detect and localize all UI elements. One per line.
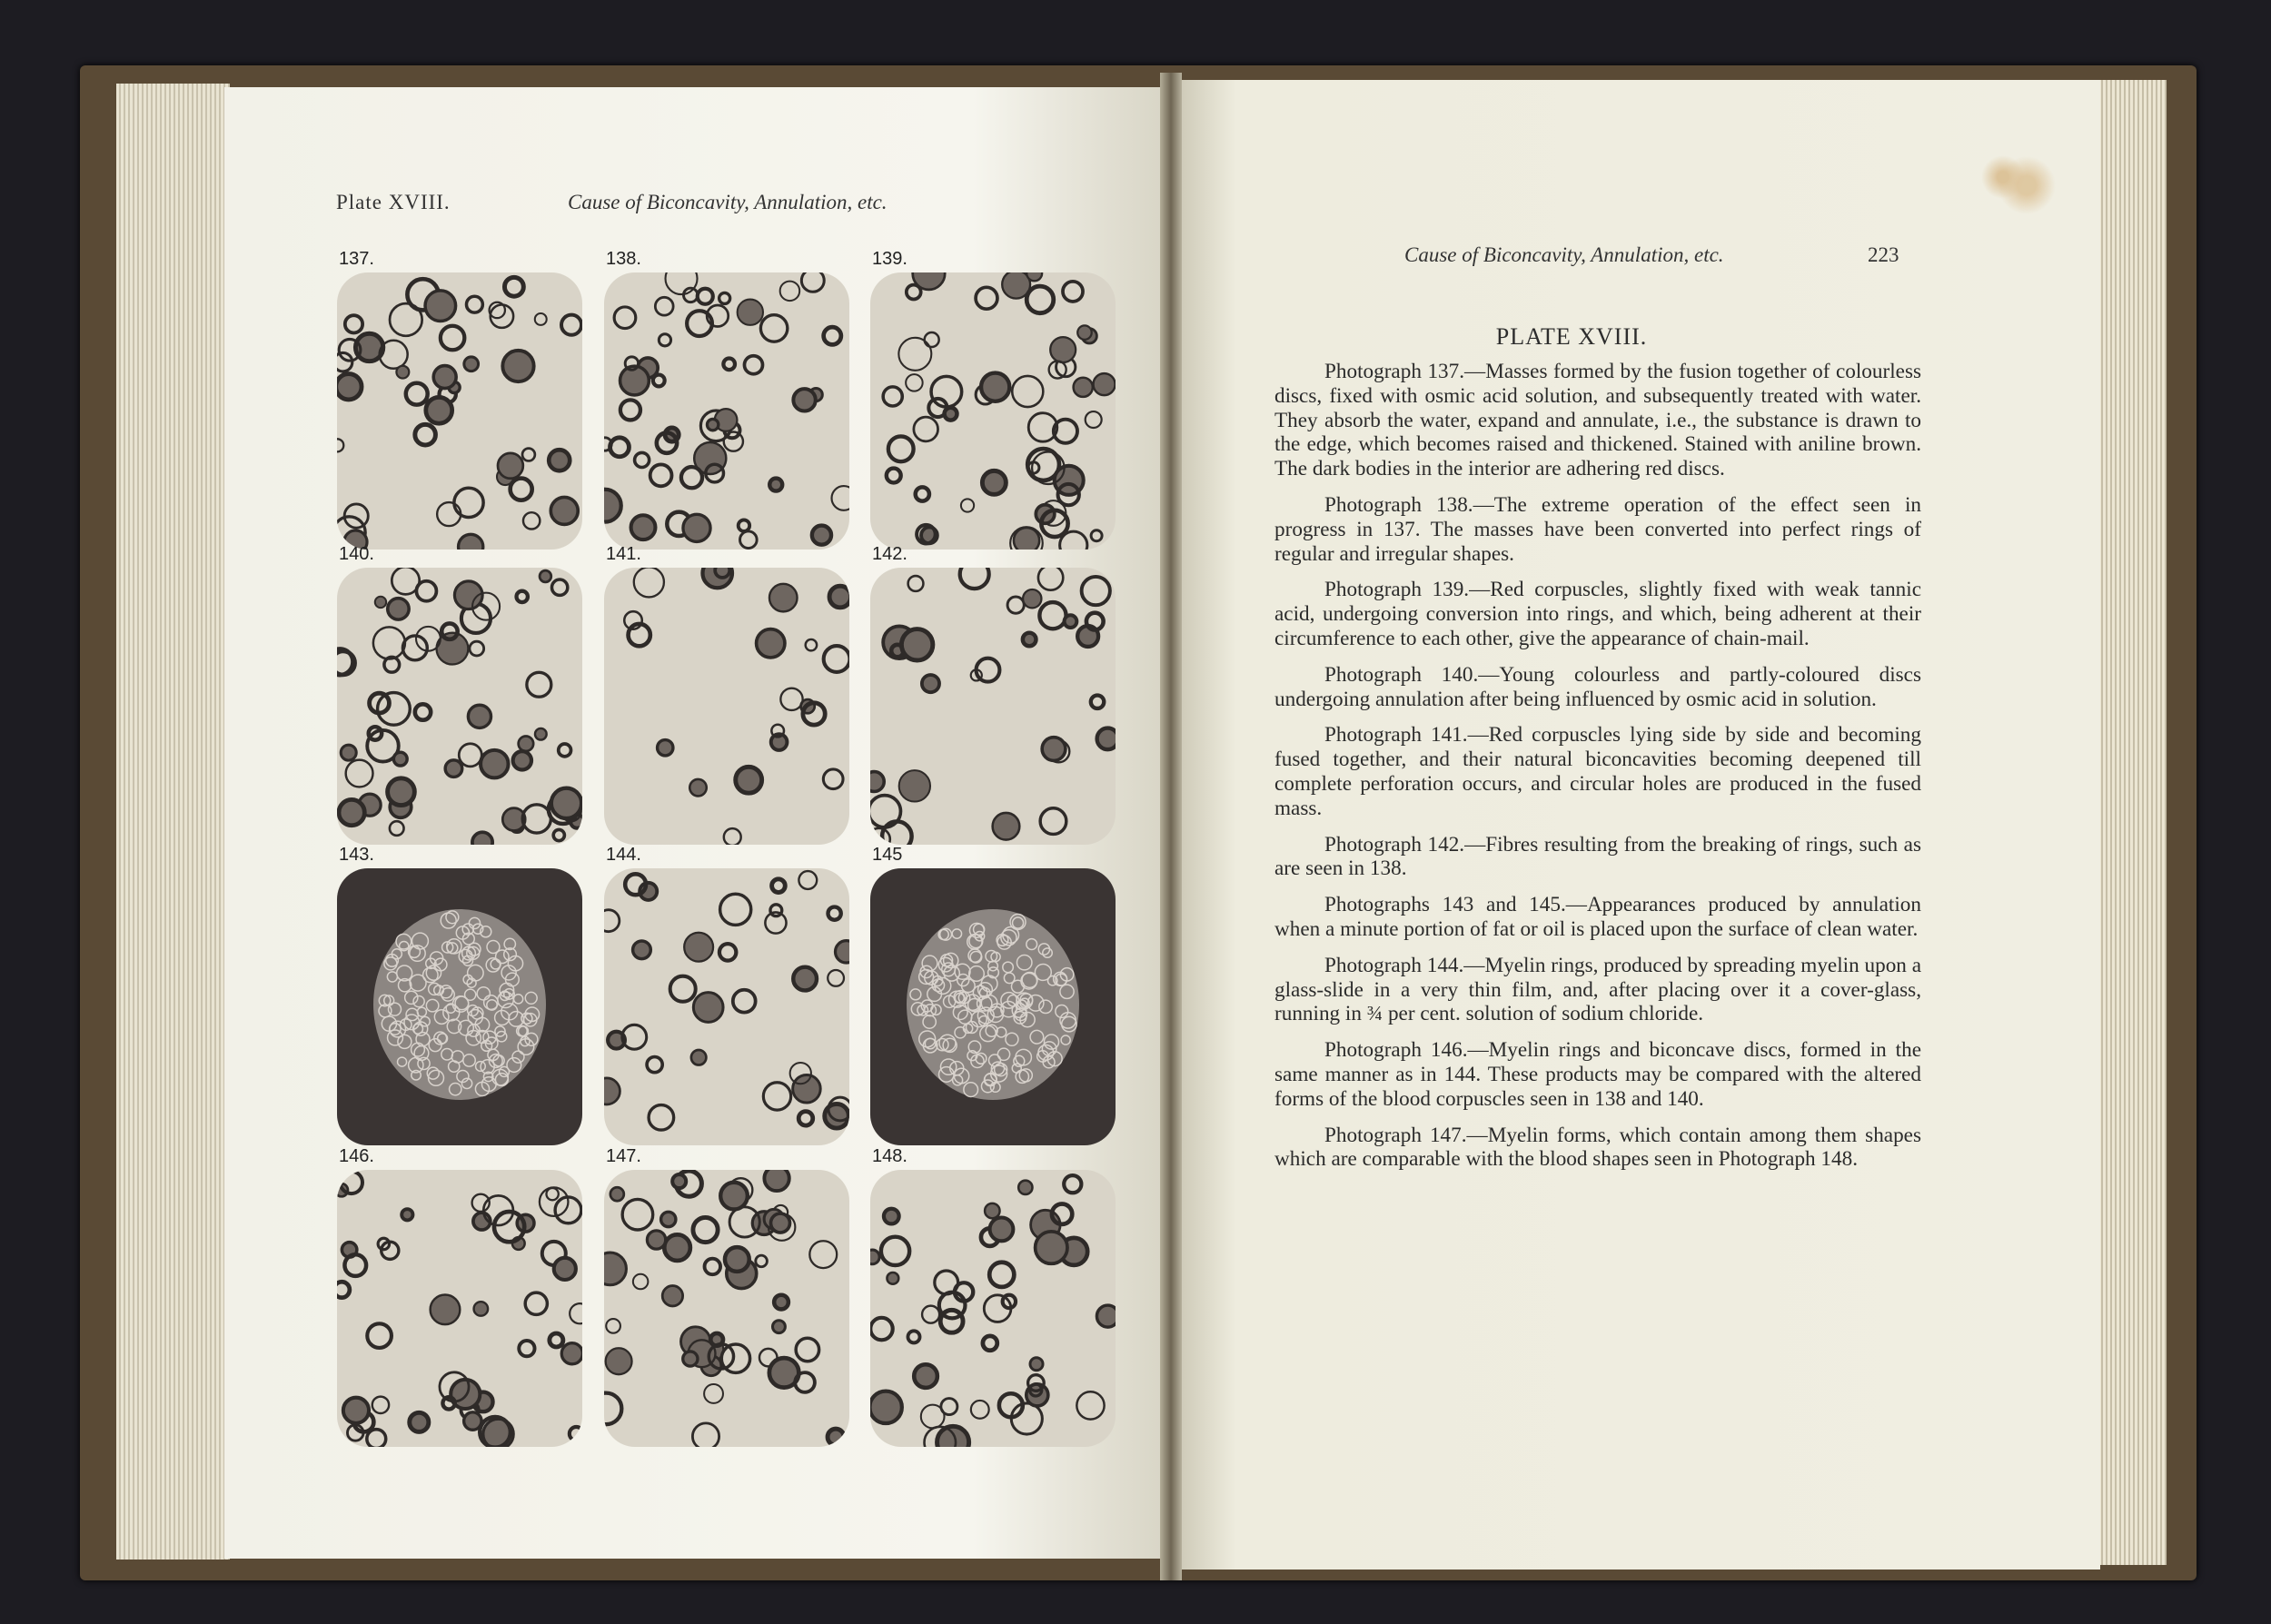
- book-gutter: [1160, 73, 1182, 1580]
- photo-label: 142.: [872, 544, 907, 564]
- micrograph-photo: [870, 868, 1116, 1145]
- plate-heading: PLATE XVIII.: [1495, 323, 1648, 350]
- foxing-stain: [1944, 136, 2062, 218]
- running-head-plate: Plate XVIII.: [336, 191, 451, 213]
- photo-label: 141.: [606, 544, 641, 564]
- paragraph-144: Photograph 144.—Myelin rings, produced by spreading myelin upon a glass-slide in a very thin film, and, after placing over it a cover-glass, running in ¾ per cent. solution of sodium chloride.: [1274, 953, 1921, 1026]
- running-head-title-right: Cause of Biconcavity, Annulation, etc.: [1404, 243, 1724, 266]
- paragraph-142: Photograph 142.—Fibres resulting from the breaking of rings, such as are seen in 138.: [1274, 832, 1921, 881]
- page-number: 223: [1868, 243, 1899, 266]
- photo-label: 145: [872, 845, 903, 865]
- paragraph-143-145: Photographs 143 and 145.—Appearances produced by annulation when a minute portion of fat or oil is placed upon the surface of clean water.: [1274, 893, 1921, 941]
- photo-label: 144.: [606, 845, 641, 865]
- micrograph-photo: [337, 868, 582, 1145]
- plate-description-text: [1274, 360, 1921, 1183]
- photo-label: 138.: [606, 249, 641, 269]
- micrograph-photo: [337, 272, 582, 550]
- photo-label: 147.: [606, 1146, 641, 1166]
- page-edges-right: [2094, 80, 2167, 1565]
- paragraph-137: Photograph 137.—Masses formed by the fusion together of colourless discs, fixed with osmic acid solution, and subsequently treated with water. They absorb the water, expand and annulate, i.e., the substance is drawn to the edge, which becomes raised and thickened. Stained with aniline brown. The dark bodies in the interior are adhering red discs.: [1274, 360, 1921, 481]
- micrograph-photo: [604, 568, 849, 845]
- micrograph-photo: [337, 568, 582, 845]
- paragraph-147: Photograph 147.—Myelin forms, which contain among them shapes which are comparable with the blood shapes seen in Photograph 148.: [1274, 1123, 1921, 1172]
- micrograph-photo: [604, 1170, 849, 1447]
- micrograph-photo: [604, 868, 849, 1145]
- micrograph-photo: [870, 568, 1116, 845]
- micrograph-photo: [337, 1170, 582, 1447]
- micrograph-photo: [870, 272, 1116, 550]
- paragraph-138: Photograph 138.—The extreme operation of the effect seen in progress in 137. The masses have been converted into perfect rings of regular and irregular shapes.: [1274, 492, 1921, 566]
- photo-label: 146.: [339, 1146, 374, 1166]
- paragraph-141: Photograph 141.—Red corpuscles lying side by side and becoming fused together, and their natural biconcavities becoming deepened till complete perforation occurs, and circular holes are produced in the fused mass.: [1274, 723, 1921, 820]
- photo-label: 140.: [339, 544, 374, 564]
- photo-label: 139.: [872, 249, 907, 269]
- page-edges-left: [116, 84, 230, 1560]
- photo-label: 143.: [339, 845, 374, 865]
- photo-label: 148.: [872, 1146, 907, 1166]
- paragraph-139: Photograph 139.—Red corpuscles, slightly fixed with weak tannic acid, undergoing conversion into rings, and which, being adherent at their circumference to each other, give the appearance of chain-mail.: [1274, 578, 1921, 650]
- paragraph-140: Photograph 140.—Young colourless and partly-coloured discs undergoing annulation after being influenced by osmic acid in solution.: [1274, 662, 1921, 711]
- running-head-title-left: Cause of Biconcavity, Annulation, etc.: [568, 191, 888, 213]
- micrograph-photo: [604, 272, 849, 550]
- paragraph-146: Photograph 146.—Myelin rings and biconcave discs, formed in the same manner as in 144. These products may be compared with the altered forms of the blood corpuscles seen in 138 and 140.: [1274, 1038, 1921, 1111]
- micrograph-photo: [870, 1170, 1116, 1447]
- photo-label: 137.: [339, 249, 374, 269]
